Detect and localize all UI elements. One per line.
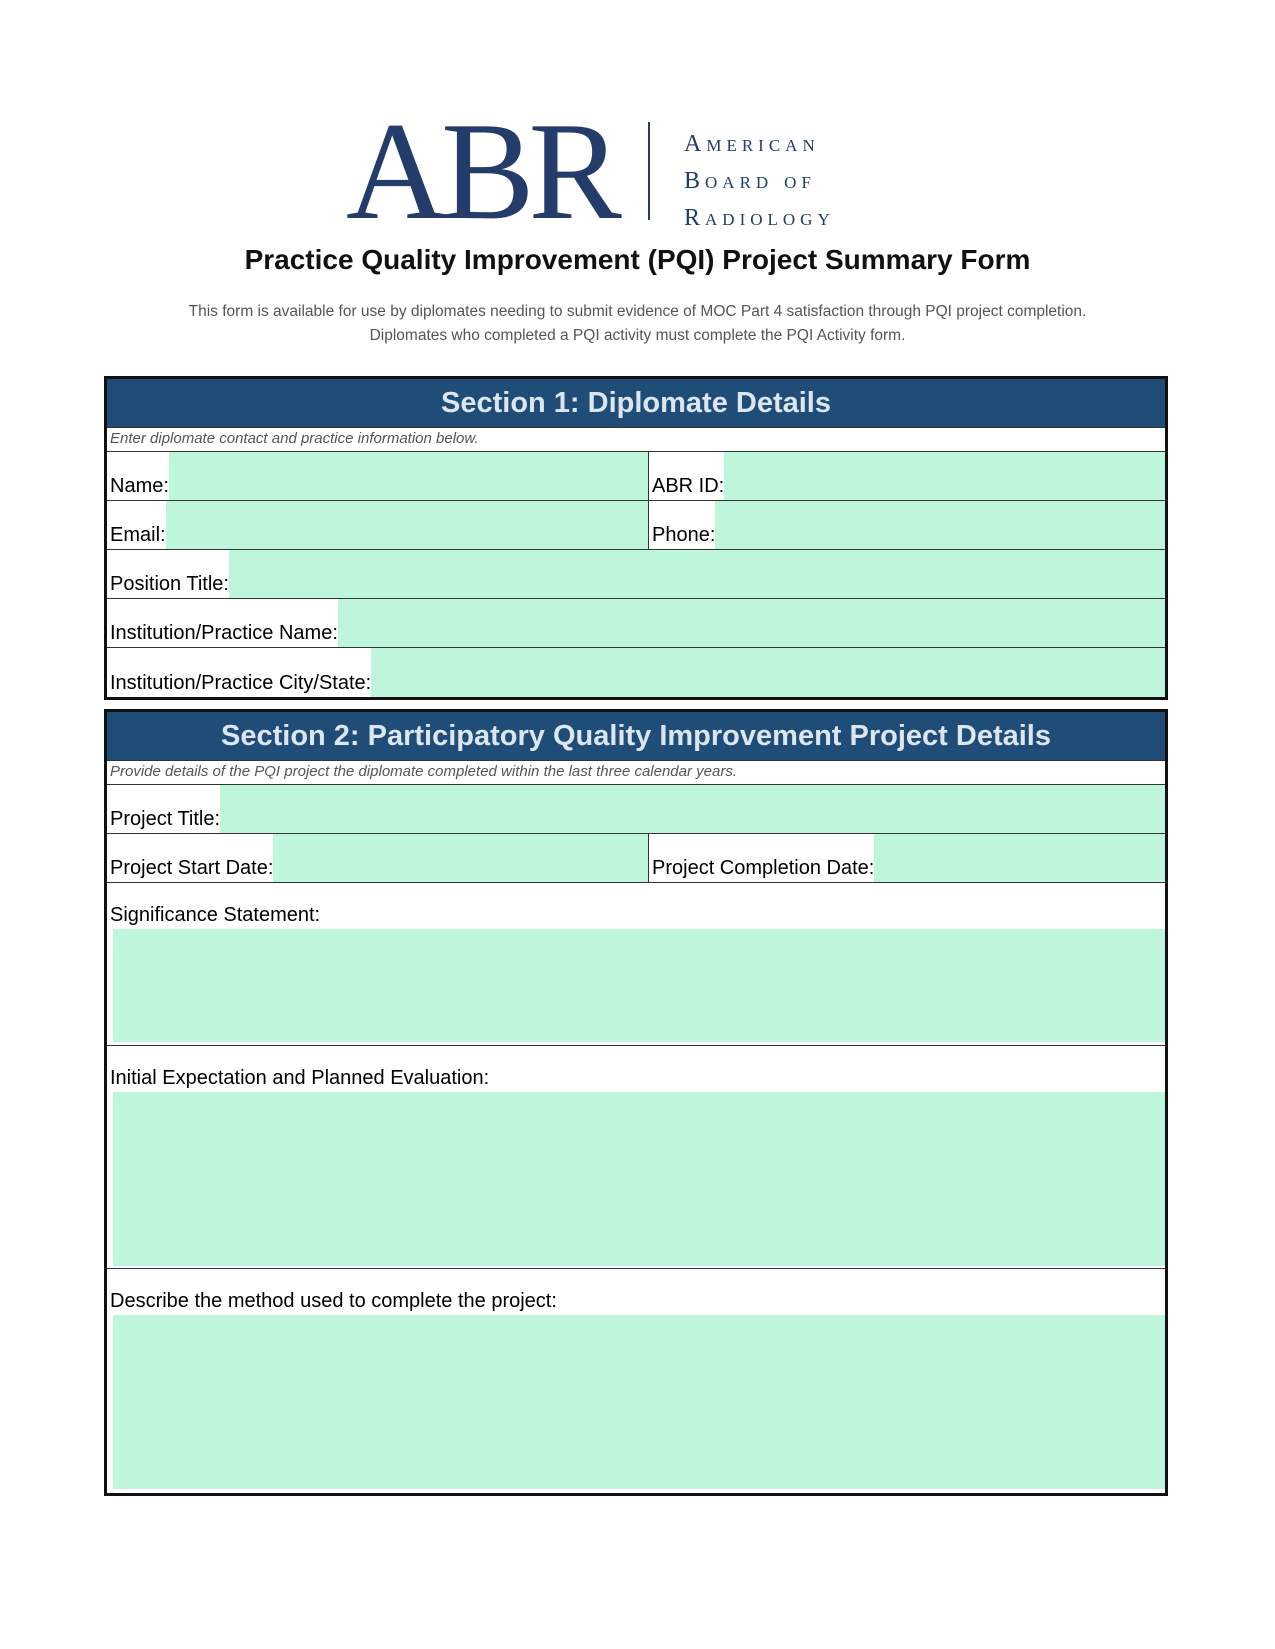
- row-name-abr-id: [107, 452, 1165, 501]
- completion-date-field[interactable]: [874, 834, 1165, 882]
- position-title-cell: [107, 550, 1165, 598]
- logo-word-american: american: [684, 131, 820, 157]
- name-field[interactable]: [169, 452, 648, 500]
- abr-id-cell: [649, 452, 1165, 500]
- logo-wordmark: [684, 126, 835, 237]
- start-date-field[interactable]: [273, 834, 648, 882]
- abr-id-label: ABR ID:: [652, 475, 725, 497]
- start-date-label: Project Start Date:: [110, 857, 274, 879]
- row-email-phone: [107, 501, 1165, 550]
- start-date-cell: [107, 834, 649, 882]
- position-title-field[interactable]: [229, 550, 1165, 598]
- project-title-label: Project Title:: [110, 808, 221, 830]
- section-1-subtitle: Enter diplomate contact and practice information below.: [107, 428, 1165, 452]
- completion-date-cell: [649, 834, 1165, 882]
- intro-text: [0, 300, 1275, 348]
- name-label: Name:: [110, 475, 169, 497]
- intro-line-1: This form is available for use by diplomates needing to submit evidence of MOC Part 4 satisfaction through PQI project completion.: [188, 303, 1087, 320]
- position-title-label: Position Title:: [110, 573, 229, 595]
- logo-word-board-of: Board of: [684, 168, 816, 194]
- completion-date-label: Project Completion Date:: [652, 857, 875, 879]
- significance-label: Significance Statement:: [110, 904, 321, 926]
- phone-cell: [649, 501, 1165, 549]
- logo-mark: ABR: [346, 94, 616, 249]
- section-diplomate-details: [104, 376, 1168, 700]
- page-title: Practice Quality Improvement (PQI) Project Summary Form: [244, 244, 1031, 275]
- name-cell: [107, 452, 649, 500]
- institution-city-state-field[interactable]: [371, 648, 1165, 697]
- logo-word-radiology: Radiology: [684, 205, 835, 231]
- institution-city-state-label: Institution/Practice City/State:: [110, 672, 372, 694]
- email-cell: [107, 501, 649, 549]
- abr-logo: [0, 94, 1275, 249]
- expectation-field[interactable]: [113, 1092, 1165, 1266]
- expectation-block: [107, 1046, 1165, 1269]
- significance-block: [107, 883, 1165, 1046]
- row-project-dates: [107, 834, 1165, 883]
- method-label: Describe the method used to complete the project:: [110, 1290, 557, 1312]
- section-project-details: [104, 709, 1168, 1496]
- expectation-label: Initial Expectation and Planned Evaluation:: [110, 1067, 490, 1089]
- abr-id-field[interactable]: [724, 452, 1165, 500]
- project-title-field[interactable]: [220, 785, 1165, 833]
- row-institution-name: [107, 599, 1165, 648]
- intro-line-2: Diplomates who completed a PQI activity must complete the PQI Activity form.: [369, 327, 906, 344]
- row-project-title: [107, 785, 1165, 834]
- row-position-title: [107, 550, 1165, 599]
- phone-label: Phone:: [652, 524, 716, 546]
- institution-name-label: Institution/Practice Name:: [110, 622, 338, 644]
- project-title-cell: [107, 785, 1165, 833]
- method-field[interactable]: [113, 1315, 1165, 1489]
- logo-divider: [648, 122, 650, 220]
- section-2-subtitle: Provide details of the PQI project the diplomate completed within the last three calendar years.: [107, 761, 1165, 785]
- phone-field[interactable]: [715, 501, 1165, 549]
- institution-city-state-cell: [107, 648, 1165, 697]
- section-1-header: Section 1: Diplomate Details: [107, 379, 1165, 428]
- row-institution-city-state: [107, 648, 1165, 697]
- institution-name-cell: [107, 599, 1165, 647]
- institution-name-field[interactable]: [338, 599, 1165, 647]
- method-block: [107, 1269, 1165, 1491]
- email-label: Email:: [110, 524, 166, 546]
- email-field[interactable]: [166, 501, 648, 549]
- significance-field[interactable]: [113, 929, 1165, 1042]
- section-2-header: Section 2: Participatory Quality Improvement Project Details: [107, 712, 1165, 761]
